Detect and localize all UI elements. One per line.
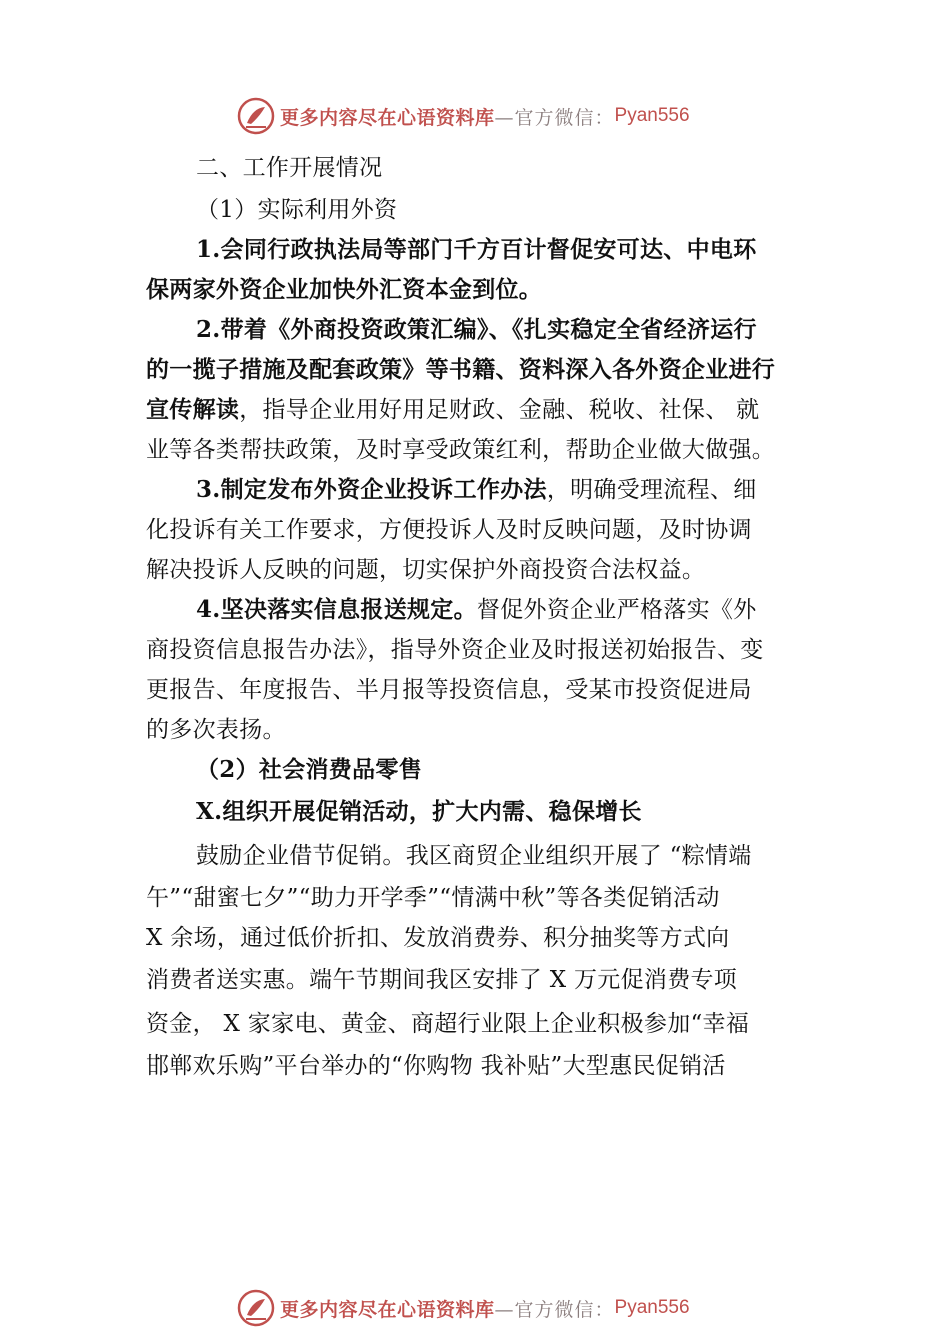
- watermark-text-library: 更多内容尽在心语资料库: [280, 1298, 495, 1321]
- watermark-text-wechat-label: —官方微信：: [494, 1298, 615, 1321]
- item-2-line-4: 业等各类帮扶政策，及时享受政策红利，帮助企业做大做强。: [146, 437, 776, 463]
- watermark-text-library: 更多内容尽在心语资料库: [280, 106, 495, 129]
- item-1-line-1: 1.会同行政执法局等部门千方百计督促安可达、中电环: [196, 236, 757, 263]
- subsection-2-title: （2）社会消费品零售: [196, 756, 423, 783]
- item-3-rest: ，明确受理流程、细: [546, 477, 757, 503]
- para-line-2: 午”“甜蜜七夕”“助力开学季”“情满中秋”等各类促销活动: [146, 885, 720, 911]
- watermark-text-wechat-id: Pyan556: [614, 1297, 690, 1318]
- item-4-line-3: 更报告、年度报告、半月报等投资信息，受某市投资促进局: [146, 677, 752, 703]
- item-2-line-1: 2.带着《外商投资政策汇编》、《扎实稳定全省经济运行: [196, 316, 757, 343]
- watermark-banner-bottom: [236, 1288, 756, 1328]
- para-line-4: 消费者送实惠。端午节期间我区安排了 X 万元促消费专项: [146, 967, 738, 993]
- watermark-banner-top: [236, 96, 756, 136]
- watermark-text-wechat-label: —官方微信：: [494, 106, 615, 129]
- para-line-1: 鼓励企业借节促销。我区商贸企业组织开展了 “粽情端: [196, 843, 752, 869]
- para-line-6: 邯郸欢乐购”平台举办的“你购物 我补贴”大型惠民促销活: [146, 1053, 726, 1079]
- item-1-line-2: 保两家外资企业加快外汇资本金到位。: [146, 276, 543, 303]
- item-3-bold-lead: 3.制定发布外资企业投诉工作办法: [196, 476, 547, 503]
- item-4-rest: 督促外资企业严格落实《外: [476, 597, 757, 623]
- writing-hand-seal-logo-icon: [236, 1288, 276, 1328]
- document-body: [146, 148, 816, 1086]
- item-3-line-3: 解决投诉人反映的问题，切实保护外商投资合法权益。: [146, 557, 706, 583]
- item-4-line-2: 商投资信息报告办法》，指导外资企业及时报送初始报告、变: [146, 637, 764, 663]
- writing-hand-seal-logo-icon: [236, 96, 276, 136]
- subsection-1-title: （1）实际利用外资: [196, 197, 398, 223]
- item-2-bold-lead: 宣传解读: [146, 396, 240, 423]
- item-4-bold-lead: 4.坚决落实信息报送规定。: [196, 596, 477, 623]
- item-3-line-1: [146, 470, 816, 510]
- para-line-5: 资金， X 家家电、黄金、商超行业限上企业积极参加“幸福: [146, 1011, 750, 1037]
- item-4-line-1: [146, 590, 816, 630]
- item-4-line-4: 的多次表扬。: [146, 717, 286, 743]
- subsection-2-heading: X.组织开展促销活动，扩大内需、稳保增长: [196, 798, 642, 825]
- para-line-3: X 余场，通过低价折扣、发放消费券、积分抽奖等方式向: [146, 925, 730, 951]
- section-title: 二、工作开展情况: [196, 155, 383, 181]
- item-3-line-2: 化投诉有关工作要求，方便投诉人及时反映问题，及时协调: [146, 517, 752, 543]
- item-2-line-2: 的一揽子措施及配套政策》等书籍、资料深入各外资企业进行: [146, 356, 776, 383]
- watermark-text-wechat-id: Pyan556: [614, 105, 690, 126]
- item-2-line-3: [146, 390, 816, 430]
- item-2-rest: ，指导企业用好用足财政、金融、税收、社保、 就: [239, 397, 760, 423]
